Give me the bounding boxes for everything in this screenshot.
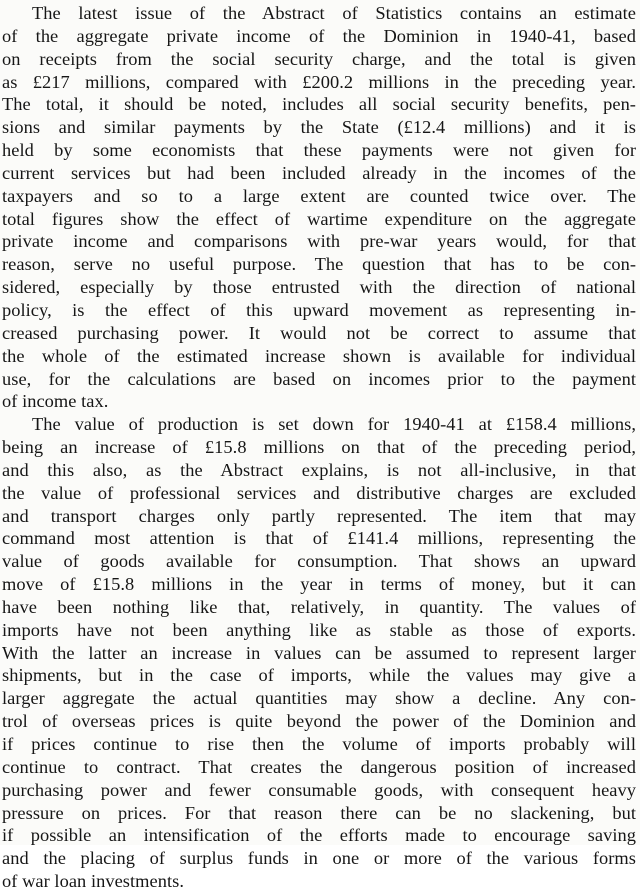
text-line: on receipts from the social security charge, and the total is given: [2, 48, 636, 69]
text-line: larger aggregate the actual quantities may show a decline. Any con-: [2, 688, 636, 709]
text-line: being an increase of £15.8 millions on that of the preceding period,: [2, 437, 636, 458]
text-line: policy, is the effect of this upward movement as representing in-: [2, 299, 636, 320]
text-line: the value of professional services and distributive charges are excluded: [2, 482, 636, 503]
text-line: of war loan investments.: [2, 871, 184, 892]
text-line: The value of production is set down for 1940-41 at £158.4 millions,: [32, 414, 636, 435]
paragraph-value-of-production: [2, 413, 636, 893]
text-line: if prices continue to rise then the volume of imports probably will: [2, 734, 636, 754]
text-line: held by some economists that these payments were not given for: [2, 140, 636, 161]
text-line: and this also, as the Abstract explains, is not all-inclusive, in that: [2, 459, 636, 480]
text-line: reason, serve no useful purpose. The question that has to be con-: [2, 254, 636, 275]
text-line: purchasing power and fewer consumable goods, with consequent heavy: [2, 779, 636, 800]
text-line: sions and similar payments by the State (£12.4 millions) and it is: [2, 117, 636, 138]
text-line: pressure on prices. For that reason there can be no slackening, but: [2, 802, 636, 823]
text-line: continue to contract. That creates the dangerous position of increased: [2, 756, 636, 777]
text-line: creased purchasing power. It would not be correct to assume that: [2, 322, 636, 343]
text-line: use, for the calculations are based on incomes prior to the payment: [2, 368, 636, 389]
text-line: The latest issue of the Abstract of Statistics contains an estimate: [32, 3, 636, 23]
text-line: taxpayers and so to a large extent are counted twice over. The: [2, 185, 636, 206]
text-line: if possible an intensification of the efforts made to encourage saving: [2, 825, 636, 846]
text-line: of income tax.: [2, 391, 109, 412]
article-body: [2, 2, 636, 893]
text-line: shipments, but in the case of imports, while the values may give a: [2, 665, 636, 686]
text-line: current services but had been included already in the incomes of the: [2, 162, 636, 183]
text-line: as £217 millions, compared with £200.2 millions in the preceding year.: [2, 71, 636, 92]
text-line: The total, it should be noted, includes all social security benefits, pen-: [2, 94, 636, 115]
text-line: the whole of the estimated increase shown is available for individual: [2, 345, 636, 366]
text-line: imports have not been anything like as stable as those of exports.: [2, 619, 636, 640]
text-line: value of goods available for consumption. That shows an upward: [2, 551, 636, 572]
text-line: and the placing of surplus funds in one or more of the various forms: [2, 848, 636, 869]
text-line: trol of overseas prices is quite beyond the power of the Dominion and: [2, 711, 636, 732]
text-line: move of £15.8 millions in the year in terms of money, but it can: [2, 574, 636, 595]
text-line: private income and comparisons with pre-war years would, for that: [2, 231, 636, 252]
text-line: total figures show the effect of wartime expenditure on the aggregate: [2, 208, 636, 229]
text-line: With the latter an increase in values can be assumed to represent larger: [2, 642, 636, 663]
text-line: and transport charges only partly represented. The item that may: [2, 505, 636, 526]
text-line: command most attention is that of £141.4 millions, representing the: [2, 528, 636, 549]
text-line: have been nothing like that, relatively, in quantity. The values of: [2, 596, 636, 617]
text-line: sidered, especially by those entrusted with the direction of national: [2, 277, 636, 298]
text-line: of the aggregate private income of the Dominion in 1940-41, based: [2, 25, 636, 46]
paragraph-private-income: [2, 2, 636, 413]
